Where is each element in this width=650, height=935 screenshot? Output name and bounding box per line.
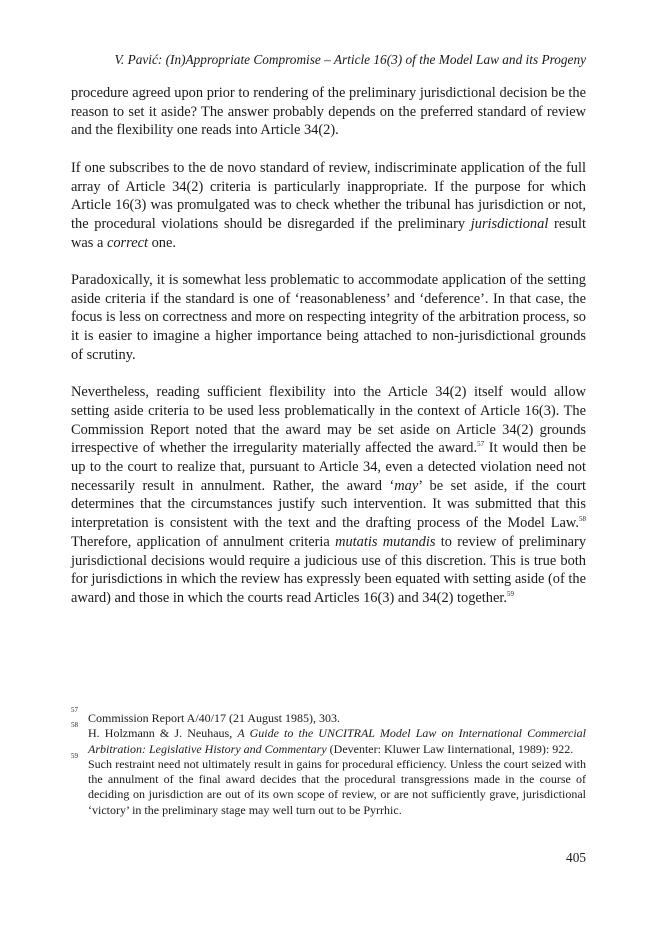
text-run: Commission Report A/40/17 (21 August 1985), 303.	[88, 711, 341, 725]
text-run: Such restraint need not ultimately result in gains for procedural efficiency. Unless the court seized with the annulment of the final award decides that the procedural transgressions made in the course of deciding on jurisdiction are out of its own scope of review, or are not sufficiently grave, jurisdictional ‘victory’ in the preliminary stage may well turn out to be Pyrrhic.	[88, 756, 586, 817]
text-run: one.	[148, 234, 176, 251]
paragraph	[71, 84, 586, 140]
footnote: 58 H. Holzmann & J. Neuhaus, A Guide to the UNCITRAL Model Law on International Commercial Arbitration: Legislative History and Commentary (Deventer: Kluwer Law Iinternational, 1989): 922.	[71, 721, 586, 756]
text-run: H. Holzmann & J. Neuhaus,	[88, 726, 238, 741]
italic-text: mutatis mutandis	[335, 533, 436, 550]
running-header: V. Pavić: (In)Appropriate Compromise – Article 16(3) of the Model Law and its Progeny	[114, 52, 586, 67]
paragraph	[71, 271, 586, 365]
footnote-ref: 57	[477, 440, 485, 449]
text-run: Therefore, application of annulment criteria	[71, 533, 336, 550]
footnote-ref: 59	[506, 590, 514, 599]
text-run: procedure agreed upon prior to rendering of the preliminary jurisdictional decision be the reason to set it aside? The answer probably depends on the preferred standard of review and the flexibility one reads into Article 34(2).	[71, 85, 586, 139]
text-run: Nevertheless, reading sufficient flexibility into the Article 34(2) itself would allow setting aside criteria to be used less problematically in the context of Article 16(3). The Commission Report noted that the award may be set aside on Article 34(2) grounds irrespective of whether the irregularity materially affected the award.	[71, 384, 586, 457]
paragraph	[71, 383, 586, 607]
text-run: It would then be up to the court to realize that, pursuant to Article 34, even a detected violation need not necessarily result in annulment. Rather, the award ‘	[71, 440, 586, 494]
text-run: to review of preliminary jurisdictional decisions would require a judicious use of this discretion. This is true both for jurisdictions in which the review has expressly been equated with setting aside (of the award) and those in which the courts read Articles 16(3) and 34(2) together.	[71, 533, 587, 606]
footnote: 57 Commission Report A/40/17 (21 August 1985), 303.	[71, 706, 341, 725]
text-run: (Deventer: Kluwer Law Iinternational, 1989): 922.	[326, 741, 574, 756]
italic-text: jurisdictional	[470, 215, 549, 232]
italic-text: correct	[106, 234, 148, 251]
text-run: ’ be set aside, if the court determines that the circumstances justify such intervention. It was submitted that this interpretation is consistent with the text and the drafting process of the Model Law.	[71, 477, 587, 532]
main-text	[71, 84, 586, 626]
text-run: result was a	[71, 215, 586, 251]
page-number: 405	[566, 850, 586, 865]
text-run: Paradoxically, it is somewhat less problematic to accommodate application of the setting aside criteria if the standard is one of ‘reasonableness’ and ‘deference’. In that case, the focus is less on correctness and more on respecting integrity of the arbitration process, so it is easier to imagine a higher importance being attached to non-jurisdictional grounds of scrutiny.	[71, 272, 586, 363]
footnote: 59 Such restraint need not ultimately result in gains for procedural efficiency. Unless the court seized with the annulment of the final award decides that the procedural transgressions made in the course of deciding on jurisdiction are out of its own scope of review, or are not sufficiently grave, jurisdictional ‘victory’ in the preliminary stage may well turn out to be Pyrrhic.	[71, 751, 586, 817]
footnote-ref: 58	[579, 515, 586, 524]
italic-text: may	[394, 477, 419, 494]
paragraph	[71, 159, 586, 253]
italic-text: A Guide to the UNCITRAL Model Law on International Commercial Arbitration: Legislative History and Commentary	[88, 726, 586, 756]
text-run: If one subscribes to the de novo standard of review, indiscriminate application of the full array of Article 34(2) criteria is particularly inappropriate. If the purpose for which Article 16(3) was promulgated was to check whether the tribunal has jurisdiction or not, the procedural violations should be disregarded if the preliminary	[71, 159, 586, 232]
footnotes	[71, 706, 586, 818]
